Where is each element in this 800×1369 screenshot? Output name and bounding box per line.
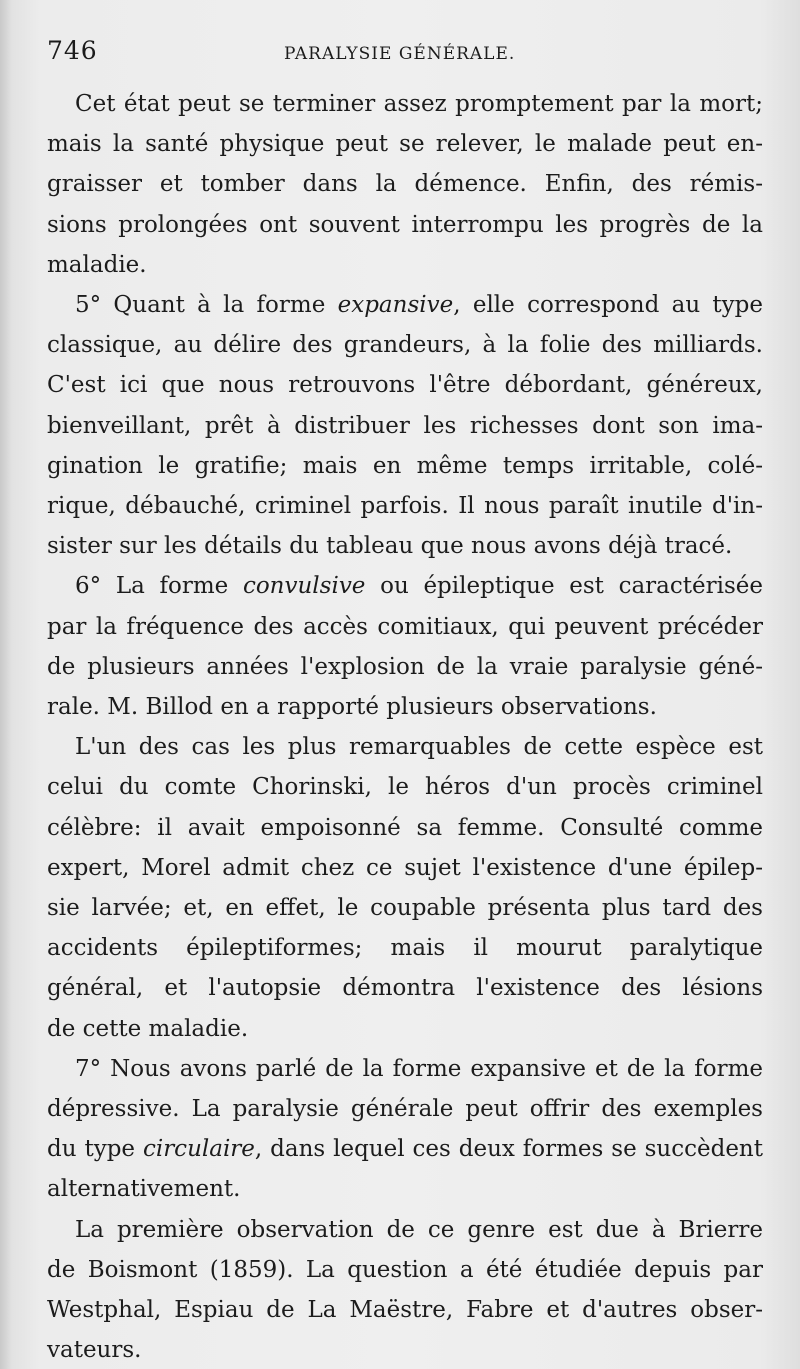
page-number: 746: [47, 36, 98, 65]
text-line: de cette maladie.: [47, 1015, 249, 1042]
text-line: C'est ici que nous retrouvons l'être débordant, généreux,: [47, 372, 763, 399]
text-line: expert, Morel admit chez ce sujet l'existence d'une épilep-: [47, 854, 763, 881]
italic-term: circulaire: [142, 1136, 255, 1163]
page-header: [47, 36, 767, 76]
text-line: gination le gratifie; mais en même temps irritable, colé-: [47, 452, 763, 479]
text-line: Cet état peut se terminer assez promptement par la mort;: [75, 91, 763, 117]
text-line: célèbre: il avait empoisonné sa femme. Consulté comme: [47, 814, 763, 841]
text-line: sions prolongées ont souvent interrompu les progrès de la: [47, 211, 763, 238]
text-line: général, et l'autopsie démontra l'existence des lésions: [47, 975, 763, 1002]
italic-term: convulsive: [242, 573, 366, 600]
text-line: alternativement.: [47, 1176, 241, 1203]
text-line: rique, débauché, criminel parfois. Il nous paraît inutile d'in-: [47, 493, 763, 520]
text-run: du type: [47, 1136, 143, 1163]
text-line: L'un des cas les plus remarquables de cette espèce est: [75, 734, 763, 761]
text-line: de plusieurs années l'explosion de la vraie paralysie géné-: [47, 653, 763, 680]
text-line: maladie.: [47, 251, 147, 278]
text-line: classique, au délire des grandeurs, à la folie des milliards.: [47, 332, 763, 359]
text-line: graisser et tomber dans la démence. Enfin, des rémis-: [47, 171, 763, 198]
text-line: sister sur les détails du tableau que nous avons déjà tracé.: [47, 533, 733, 560]
text-run: ou épileptique est caractérisée: [365, 573, 764, 600]
paragraph: [47, 1210, 763, 1369]
text-line: mais la santé physique peut se relever, le malade peut en-: [47, 131, 763, 158]
text-line: par la fréquence des accès comitiaux, qui peuvent précéder: [47, 613, 763, 640]
text-line: [47, 285, 763, 325]
text-line: 7° Nous avons parlé de la forme expansive et de la forme: [75, 1055, 763, 1082]
text-line: accidents épileptiformes; mais il mourut paralytique: [47, 935, 763, 962]
text-line: sie larvée; et, en effet, le coupable présenta plus tard des: [47, 895, 763, 922]
paragraph: [47, 727, 763, 1049]
text-run: 5° Quant à la forme: [75, 292, 338, 319]
paragraph: [47, 285, 763, 566]
text-run: , elle correspond au type: [453, 292, 764, 319]
text-line: La première observation de ce genre est due à Brierre: [75, 1216, 763, 1243]
text-line: rale. M. Billod en a rapporté plusieurs observations.: [47, 694, 657, 721]
text-line: de Boismont (1859). La question a été étudiée depuis par: [47, 1256, 763, 1283]
text-run: 6° La forme: [75, 573, 243, 600]
text-line: bienveillant, prêt à distribuer les richesses dont son ima-: [47, 412, 763, 439]
text-line: [47, 566, 763, 606]
italic-term: expansive: [337, 292, 454, 319]
text-line: Westphal, Espiau de La Maëstre, Fabre et d'autres obser-: [47, 1297, 763, 1324]
text-line: celui du comte Chorinski, le héros d'un procès criminel: [47, 774, 763, 801]
text-line: [47, 1129, 763, 1169]
running-title: PARALYSIE GÉNÉRALE.: [284, 44, 516, 64]
paragraph: [47, 566, 763, 727]
text-line: dépressive. La paralysie générale peut offrir des exemples: [47, 1096, 763, 1123]
body-text: [47, 84, 763, 1369]
paragraph: [47, 1049, 763, 1210]
paragraph: [47, 84, 763, 285]
text-line: vateurs.: [47, 1337, 142, 1364]
text-run: , dans lequel ces deux formes se succèdent: [254, 1136, 763, 1163]
